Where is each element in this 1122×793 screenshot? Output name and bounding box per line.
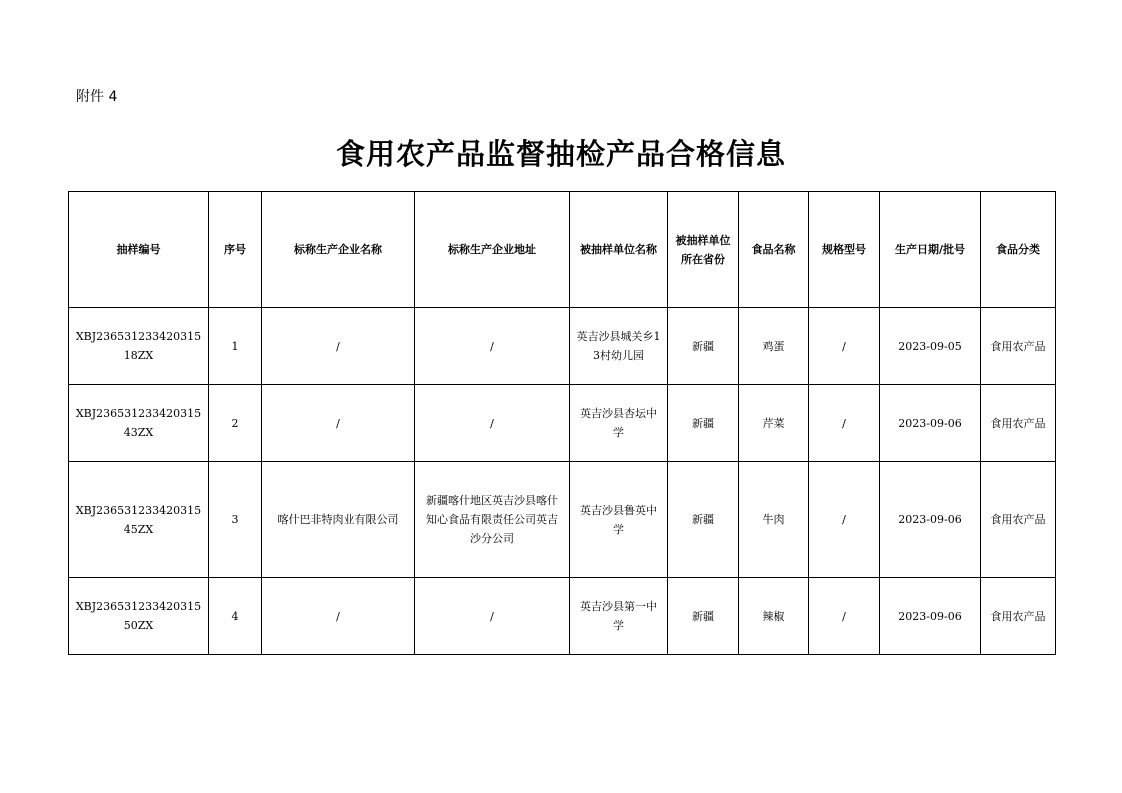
cell-sampled-unit: 英吉沙县城关乡13村幼儿园 <box>570 308 668 385</box>
cell-producer-address: 新疆喀什地区英吉沙县喀什知心食品有限责任公司英吉沙分公司 <box>415 462 570 578</box>
cell-serial-no: 1 <box>209 308 262 385</box>
header-province: 被抽样单位所在省份 <box>668 192 739 308</box>
header-producer-name: 标称生产企业名称 <box>262 192 415 308</box>
cell-producer-address: / <box>415 578 570 655</box>
results-table <box>68 191 1056 655</box>
cell-sampled-unit: 英吉沙县第一中学 <box>570 578 668 655</box>
cell-producer-address: / <box>415 385 570 462</box>
cell-producer-name: 喀什巴非特肉业有限公司 <box>262 462 415 578</box>
table-row <box>69 385 1056 462</box>
cell-production-date: 2023-09-06 <box>880 462 981 578</box>
cell-province: 新疆 <box>668 578 739 655</box>
cell-producer-name: / <box>262 578 415 655</box>
cell-spec: / <box>809 578 880 655</box>
cell-producer-name: / <box>262 385 415 462</box>
cell-province: 新疆 <box>668 462 739 578</box>
cell-sampled-unit: 英吉沙县鲁英中学 <box>570 462 668 578</box>
cell-sample-code: XBJ23653123342031518ZX <box>69 308 209 385</box>
table-header-row <box>69 192 1056 308</box>
cell-province: 新疆 <box>668 308 739 385</box>
cell-serial-no: 3 <box>209 462 262 578</box>
cell-food-name: 鸡蛋 <box>739 308 809 385</box>
cell-province: 新疆 <box>668 385 739 462</box>
table-row <box>69 578 1056 655</box>
cell-food-category: 食用农产品 <box>981 308 1056 385</box>
header-food-name: 食品名称 <box>739 192 809 308</box>
cell-food-name: 芹菜 <box>739 385 809 462</box>
header-food-category: 食品分类 <box>981 192 1056 308</box>
cell-food-name: 辣椒 <box>739 578 809 655</box>
cell-food-category: 食用农产品 <box>981 462 1056 578</box>
cell-food-name: 牛肉 <box>739 462 809 578</box>
attachment-label: 附件 4 <box>76 89 118 105</box>
table-row <box>69 462 1056 578</box>
cell-production-date: 2023-09-05 <box>880 308 981 385</box>
header-sampled-unit: 被抽样单位名称 <box>570 192 668 308</box>
header-producer-address: 标称生产企业地址 <box>415 192 570 308</box>
cell-serial-no: 4 <box>209 578 262 655</box>
cell-producer-address: / <box>415 308 570 385</box>
cell-spec: / <box>809 308 880 385</box>
cell-producer-name: / <box>262 308 415 385</box>
cell-sampled-unit: 英吉沙县杏坛中学 <box>570 385 668 462</box>
header-production-date: 生产日期/批号 <box>880 192 981 308</box>
page-title: 食用农产品监督抽检产品合格信息 <box>335 137 786 171</box>
cell-food-category: 食用农产品 <box>981 385 1056 462</box>
cell-sample-code: XBJ23653123342031550ZX <box>69 578 209 655</box>
header-sample-code: 抽样编号 <box>69 192 209 308</box>
cell-sample-code: XBJ23653123342031545ZX <box>69 462 209 578</box>
cell-sample-code: XBJ23653123342031543ZX <box>69 385 209 462</box>
header-spec: 规格型号 <box>809 192 880 308</box>
cell-food-category: 食用农产品 <box>981 578 1056 655</box>
cell-production-date: 2023-09-06 <box>880 578 981 655</box>
header-serial-no: 序号 <box>209 192 262 308</box>
cell-production-date: 2023-09-06 <box>880 385 981 462</box>
table-row <box>69 308 1056 385</box>
cell-serial-no: 2 <box>209 385 262 462</box>
cell-spec: / <box>809 385 880 462</box>
cell-spec: / <box>809 462 880 578</box>
